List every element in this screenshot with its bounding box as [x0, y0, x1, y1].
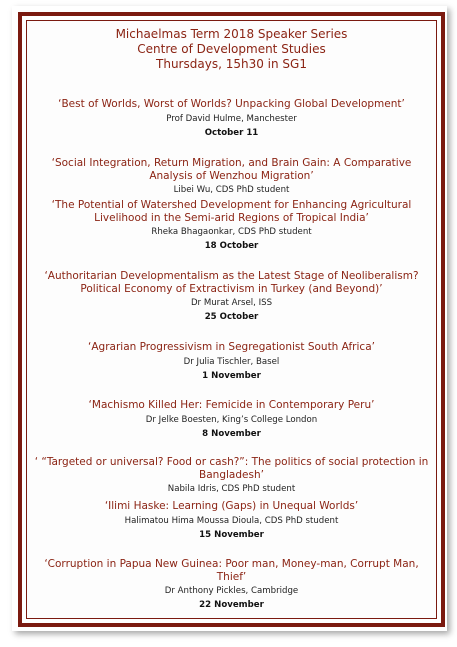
talk-title: ‘Social Integration, Return Migration, and Brain Gain: A Comparative Analysis of Wenzhou Migration’ — [51, 157, 412, 182]
talk-title: ‘Best of Worlds, Worst of Worlds? Unpacking Global Development’ — [58, 98, 405, 110]
talk-item — [30, 157, 433, 196]
talk-speaker: Dr Murat Arsel, ISS — [190, 298, 273, 308]
talk-title: ‘Corruption in Papua New Guinea: Poor man, Money-man, Corrupt Man, Thief’ — [44, 558, 419, 583]
talk-item — [30, 558, 433, 611]
talk-date: 18 October — [204, 241, 259, 251]
series-title: Michaelmas Term 2018 Speaker Series — [115, 27, 348, 41]
talk-title: ‘Agrarian Progressivism in Segregationist South Africa’ — [88, 341, 375, 353]
header — [26, 27, 437, 72]
talk-speaker: Libei Wu, CDS PhD student — [173, 185, 290, 195]
talk-speaker: Dr Jelke Boesten, King’s College London — [145, 414, 318, 425]
talk-item — [30, 341, 433, 382]
talk-speaker: Dr Anthony Pickles, Cambridge — [164, 586, 299, 596]
schedule-info: Thursdays, 15h30 in SG1 — [156, 57, 307, 71]
talk-speaker: Rheka Bhagaonkar, CDS PhD student — [151, 227, 312, 237]
talk-date: October 11 — [204, 127, 259, 138]
talk-title: ‘ “Targeted or universal? Food or cash?”: The politics of social protection in Bangladesh’ — [34, 456, 429, 481]
talk-date: 22 November — [199, 600, 264, 610]
talk-title: ‘Machismo Killed Her: Femicide in Contemporary Peru’ — [88, 399, 375, 411]
talk-title: ‘The Potential of Watershed Development for Enhancing Agricultural Livelihood in the Semi-arid Regions of Tropical India’ — [51, 199, 412, 224]
talk-speaker: Prof David Hulme, Manchester — [166, 113, 297, 124]
talk-item — [30, 98, 433, 139]
talk-date: 15 November — [199, 529, 264, 540]
talk-speaker: Halimatou Hima Moussa Dioula, CDS PhD student — [124, 515, 339, 526]
talk-title: ‘Ilimi Haske: Learning (Gaps) in Unequal Worlds’ — [104, 500, 359, 512]
talk-speaker: Nabila Idris, CDS PhD student — [167, 484, 296, 494]
talk-title: ‘Authoritarian Developmentalism as the Latest Stage of Neoliberalism? Political Economy of Extractivism in Turkey (and Beyond)’ — [44, 270, 419, 295]
talk-date: 8 November — [202, 428, 261, 439]
talk-item — [30, 456, 433, 495]
talk-item — [30, 500, 433, 541]
department-name: Centre of Development Studies — [137, 42, 326, 56]
talk-item — [30, 399, 433, 440]
talk-item — [30, 270, 433, 323]
talk-speaker: Dr Julia Tischler, Basel — [183, 356, 280, 367]
talk-item — [30, 199, 433, 252]
talk-date: 1 November — [202, 370, 261, 381]
talk-date: 25 October — [204, 312, 259, 322]
